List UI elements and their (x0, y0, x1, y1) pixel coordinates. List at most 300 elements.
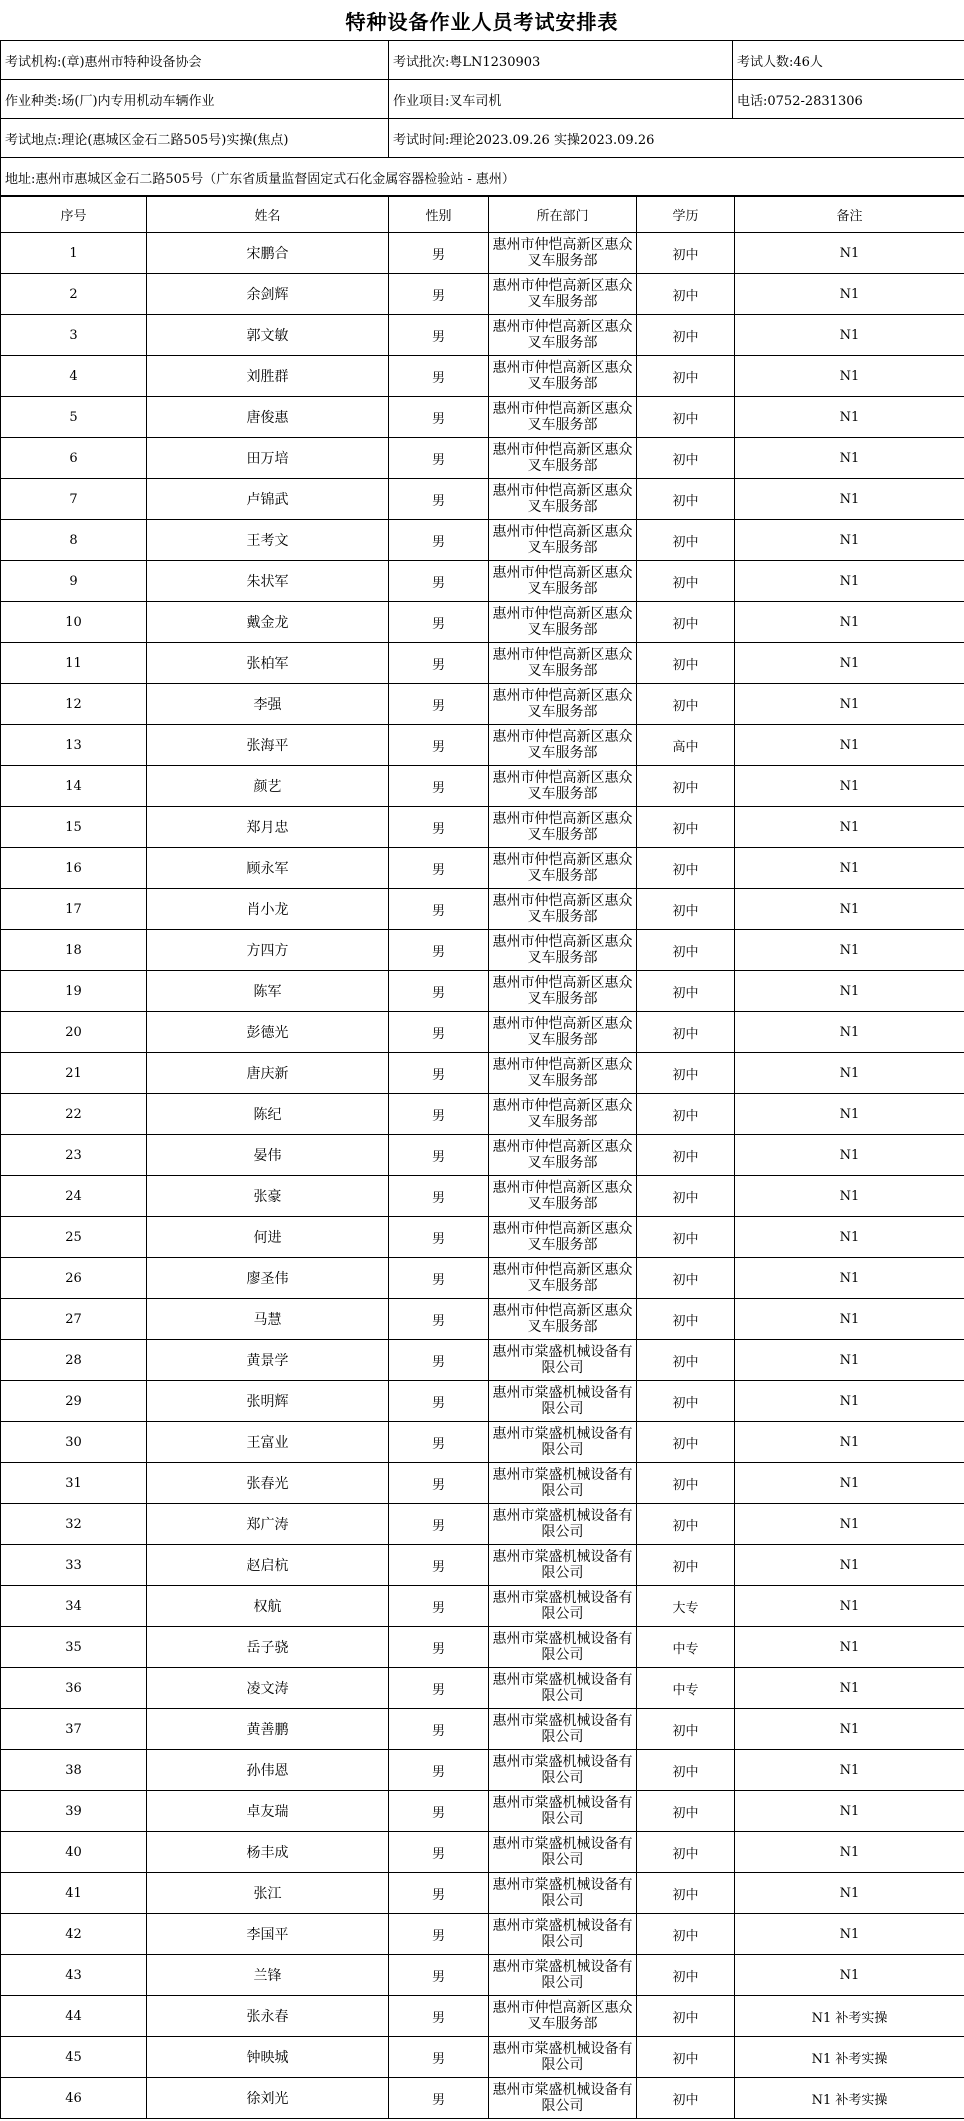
cell-education: 初中 (637, 1463, 735, 1504)
cell-gender: 男 (389, 971, 489, 1012)
table-row (1, 1217, 964, 1258)
cell-gender: 男 (389, 766, 489, 807)
cell-education: 初中 (637, 1955, 735, 1996)
cell-gender: 男 (389, 1217, 489, 1258)
cell-education: 初中 (637, 1340, 735, 1381)
cell-remark: N1 (735, 1668, 964, 1709)
cell-department: 惠州市仲恺高新区惠众叉车服务部 (489, 930, 637, 971)
table-row (1, 602, 964, 643)
cell-department: 惠州市仲恺高新区惠众叉车服务部 (489, 807, 637, 848)
cell-department: 惠州市仲恺高新区惠众叉车服务部 (489, 1094, 637, 1135)
cell-department: 惠州市仲恺高新区惠众叉车服务部 (489, 1053, 637, 1094)
cell-department: 惠州市仲恺高新区惠众叉车服务部 (489, 561, 637, 602)
table-row (1, 1135, 964, 1176)
cell-department: 惠州市仲恺高新区惠众叉车服务部 (489, 274, 637, 315)
table-row (1, 1381, 964, 1422)
table-row (1, 1422, 964, 1463)
cell-seq: 39 (1, 1791, 147, 1832)
cell-remark: N1 (735, 1176, 964, 1217)
cell-education: 初中 (637, 1914, 735, 1955)
cell-name: 王富业 (147, 1422, 389, 1463)
table-row (1, 1791, 964, 1832)
cell-education: 中专 (637, 1627, 735, 1668)
table-row (1, 1258, 964, 1299)
cell-education: 初中 (637, 1709, 735, 1750)
cell-department: 惠州市仲恺高新区惠众叉车服务部 (489, 438, 637, 479)
cell-remark: N1 (735, 1094, 964, 1135)
cell-department: 惠州市棠盛机械设备有限公司 (489, 1955, 637, 1996)
table-row (1, 1340, 964, 1381)
cell-seq: 12 (1, 684, 147, 725)
cell-seq: 29 (1, 1381, 147, 1422)
cell-remark: N1 (735, 848, 964, 889)
cell-seq: 38 (1, 1750, 147, 1791)
cell-name: 张明辉 (147, 1381, 389, 1422)
cell-gender: 男 (389, 848, 489, 889)
cell-seq: 26 (1, 1258, 147, 1299)
cell-department: 惠州市棠盛机械设备有限公司 (489, 1832, 637, 1873)
exam-batch: 考试批次:粤LN1230903 (389, 41, 733, 80)
cell-remark: N1 (735, 1791, 964, 1832)
cell-seq: 44 (1, 1996, 147, 2037)
cell-seq: 11 (1, 643, 147, 684)
cell-seq: 31 (1, 1463, 147, 1504)
exam-time: 考试时间:理论2023.09.26 实操2023.09.26 (389, 119, 964, 158)
table-row (1, 807, 964, 848)
cell-gender: 男 (389, 1012, 489, 1053)
cell-gender: 男 (389, 2037, 489, 2078)
cell-department: 惠州市仲恺高新区惠众叉车服务部 (489, 766, 637, 807)
cell-name: 廖圣伟 (147, 1258, 389, 1299)
cell-seq: 19 (1, 971, 147, 1012)
cell-department: 惠州市仲恺高新区惠众叉车服务部 (489, 1012, 637, 1053)
header-department: 所在部门 (489, 196, 637, 233)
cell-education: 中专 (637, 1668, 735, 1709)
cell-remark: N1 (735, 684, 964, 725)
table-row (1, 1299, 964, 1340)
header-seq: 序号 (1, 196, 147, 233)
header-education: 学历 (637, 196, 735, 233)
cell-education: 初中 (637, 315, 735, 356)
cell-gender: 男 (389, 1709, 489, 1750)
cell-department: 惠州市仲恺高新区惠众叉车服务部 (489, 520, 637, 561)
cell-name: 唐庆新 (147, 1053, 389, 1094)
cell-gender: 男 (389, 1422, 489, 1463)
cell-name: 田万培 (147, 438, 389, 479)
exam-location: 考试地点:理论(惠城区金石二路505号)实操(焦点) (1, 119, 389, 158)
table-row (1, 1627, 964, 1668)
cell-remark: N1 (735, 1422, 964, 1463)
table-row (1, 1914, 964, 1955)
table-row (1, 1053, 964, 1094)
cell-education: 初中 (637, 561, 735, 602)
cell-department: 惠州市棠盛机械设备有限公司 (489, 1750, 637, 1791)
cell-name: 宋鹏合 (147, 233, 389, 274)
cell-name: 朱状军 (147, 561, 389, 602)
cell-gender: 男 (389, 274, 489, 315)
cell-remark: N1 (735, 479, 964, 520)
cell-name: 肖小龙 (147, 889, 389, 930)
cell-seq: 32 (1, 1504, 147, 1545)
cell-name: 孙伟恩 (147, 1750, 389, 1791)
table-row (1, 1176, 964, 1217)
cell-gender: 男 (389, 1996, 489, 2037)
cell-education: 初中 (637, 807, 735, 848)
cell-remark: N1 (735, 438, 964, 479)
cell-name: 张豪 (147, 1176, 389, 1217)
info-row (1, 158, 964, 197)
cell-education: 初中 (637, 1217, 735, 1258)
cell-gender: 男 (389, 233, 489, 274)
cell-department: 惠州市仲恺高新区惠众叉车服务部 (489, 602, 637, 643)
cell-department: 惠州市棠盛机械设备有限公司 (489, 1791, 637, 1832)
cell-seq: 34 (1, 1586, 147, 1627)
cell-education: 初中 (637, 233, 735, 274)
table-row (1, 1463, 964, 1504)
cell-education: 初中 (637, 1504, 735, 1545)
cell-remark: N1 (735, 1873, 964, 1914)
cell-name: 李强 (147, 684, 389, 725)
info-row (1, 119, 964, 158)
cell-education: 初中 (637, 602, 735, 643)
cell-education: 初中 (637, 520, 735, 561)
cell-name: 戴金龙 (147, 602, 389, 643)
cell-gender: 男 (389, 1791, 489, 1832)
cell-remark: N1 (735, 1504, 964, 1545)
table-row (1, 643, 964, 684)
cell-department: 惠州市棠盛机械设备有限公司 (489, 1422, 637, 1463)
table-row (1, 274, 964, 315)
cell-gender: 男 (389, 602, 489, 643)
cell-education: 初中 (637, 684, 735, 725)
cell-remark: N1 (735, 315, 964, 356)
cell-remark: N1 补考实操 (735, 2078, 964, 2119)
table-row (1, 766, 964, 807)
cell-name: 刘胜群 (147, 356, 389, 397)
cell-remark: N1 补考实操 (735, 2037, 964, 2078)
cell-name: 张海平 (147, 725, 389, 766)
cell-gender: 男 (389, 315, 489, 356)
cell-education: 初中 (637, 848, 735, 889)
cell-education: 初中 (637, 2037, 735, 2078)
table-row (1, 1668, 964, 1709)
cell-remark: N1 (735, 1053, 964, 1094)
cell-remark: N1 (735, 274, 964, 315)
header-gender: 性别 (389, 196, 489, 233)
cell-education: 初中 (637, 397, 735, 438)
cell-seq: 40 (1, 1832, 147, 1873)
cell-seq: 42 (1, 1914, 147, 1955)
candidate-table-body (1, 233, 964, 2119)
cell-remark: N1 (735, 643, 964, 684)
header-remark: 备注 (735, 196, 964, 233)
exam-org: 考试机构:(章)惠州市特种设备协会 (1, 41, 389, 80)
cell-remark: N1 (735, 1381, 964, 1422)
cell-education: 初中 (637, 1012, 735, 1053)
cell-seq: 10 (1, 602, 147, 643)
cell-seq: 20 (1, 1012, 147, 1053)
table-row (1, 1750, 964, 1791)
cell-gender: 男 (389, 1545, 489, 1586)
cell-seq: 16 (1, 848, 147, 889)
cell-education: 初中 (637, 479, 735, 520)
table-row (1, 2037, 964, 2078)
candidate-table (0, 195, 964, 2119)
cell-name: 黄善鹏 (147, 1709, 389, 1750)
cell-seq: 43 (1, 1955, 147, 1996)
cell-seq: 6 (1, 438, 147, 479)
cell-seq: 5 (1, 397, 147, 438)
cell-name: 王考文 (147, 520, 389, 561)
cell-department: 惠州市仲恺高新区惠众叉车服务部 (489, 315, 637, 356)
cell-education: 初中 (637, 643, 735, 684)
cell-department: 惠州市仲恺高新区惠众叉车服务部 (489, 233, 637, 274)
cell-gender: 男 (389, 1586, 489, 1627)
cell-education: 初中 (637, 1053, 735, 1094)
cell-seq: 24 (1, 1176, 147, 1217)
cell-gender: 男 (389, 807, 489, 848)
cell-gender: 男 (389, 438, 489, 479)
cell-name: 李国平 (147, 1914, 389, 1955)
cell-gender: 男 (389, 1258, 489, 1299)
cell-gender: 男 (389, 1873, 489, 1914)
cell-gender: 男 (389, 1750, 489, 1791)
cell-remark: N1 (735, 561, 964, 602)
cell-remark: N1 (735, 725, 964, 766)
cell-department: 惠州市棠盛机械设备有限公司 (489, 1545, 637, 1586)
cell-remark: N1 (735, 971, 964, 1012)
work-item: 作业项目:叉车司机 (389, 80, 733, 119)
cell-education: 初中 (637, 1791, 735, 1832)
cell-department: 惠州市仲恺高新区惠众叉车服务部 (489, 1299, 637, 1340)
table-row (1, 1545, 964, 1586)
cell-seq: 2 (1, 274, 147, 315)
cell-gender: 男 (389, 1135, 489, 1176)
cell-seq: 22 (1, 1094, 147, 1135)
table-row (1, 684, 964, 725)
cell-name: 凌文涛 (147, 1668, 389, 1709)
table-row (1, 315, 964, 356)
info-row (1, 41, 964, 80)
cell-gender: 男 (389, 1299, 489, 1340)
cell-gender: 男 (389, 889, 489, 930)
cell-department: 惠州市仲恺高新区惠众叉车服务部 (489, 1135, 637, 1176)
table-row (1, 1873, 964, 1914)
cell-seq: 15 (1, 807, 147, 848)
table-row (1, 520, 964, 561)
cell-remark: N1 (735, 1545, 964, 1586)
cell-name: 晏伟 (147, 1135, 389, 1176)
table-row (1, 233, 964, 274)
cell-education: 初中 (637, 1996, 735, 2037)
cell-seq: 9 (1, 561, 147, 602)
cell-seq: 17 (1, 889, 147, 930)
cell-remark: N1 (735, 1709, 964, 1750)
cell-gender: 男 (389, 1463, 489, 1504)
contact-phone: 电话:0752-2831306 (733, 80, 964, 119)
table-row (1, 1586, 964, 1627)
cell-seq: 45 (1, 2037, 147, 2078)
cell-gender: 男 (389, 520, 489, 561)
cell-department: 惠州市棠盛机械设备有限公司 (489, 1627, 637, 1668)
cell-name: 陈军 (147, 971, 389, 1012)
cell-name: 张江 (147, 1873, 389, 1914)
cell-department: 惠州市仲恺高新区惠众叉车服务部 (489, 397, 637, 438)
table-row (1, 2078, 964, 2119)
cell-gender: 男 (389, 1504, 489, 1545)
cell-department: 惠州市仲恺高新区惠众叉车服务部 (489, 1217, 637, 1258)
cell-education: 初中 (637, 2078, 735, 2119)
cell-seq: 30 (1, 1422, 147, 1463)
cell-education: 初中 (637, 889, 735, 930)
table-row (1, 1955, 964, 1996)
cell-name: 何进 (147, 1217, 389, 1258)
table-row (1, 848, 964, 889)
cell-name: 岳子骁 (147, 1627, 389, 1668)
table-row (1, 1832, 964, 1873)
table-row (1, 930, 964, 971)
cell-gender: 男 (389, 930, 489, 971)
exam-count: 考试人数:46人 (733, 41, 964, 80)
cell-name: 张永春 (147, 1996, 389, 2037)
cell-name: 徐刘光 (147, 2078, 389, 2119)
cell-department: 惠州市仲恺高新区惠众叉车服务部 (489, 643, 637, 684)
table-row (1, 889, 964, 930)
cell-name: 顾永军 (147, 848, 389, 889)
cell-remark: N1 (735, 233, 964, 274)
cell-gender: 男 (389, 479, 489, 520)
cell-education: 初中 (637, 1832, 735, 1873)
cell-name: 卢锦武 (147, 479, 389, 520)
cell-department: 惠州市棠盛机械设备有限公司 (489, 1914, 637, 1955)
cell-education: 初中 (637, 1135, 735, 1176)
cell-education: 初中 (637, 274, 735, 315)
cell-department: 惠州市仲恺高新区惠众叉车服务部 (489, 479, 637, 520)
cell-remark: N1 (735, 520, 964, 561)
cell-education: 大专 (637, 1586, 735, 1627)
cell-seq: 33 (1, 1545, 147, 1586)
table-row (1, 438, 964, 479)
cell-seq: 4 (1, 356, 147, 397)
cell-department: 惠州市仲恺高新区惠众叉车服务部 (489, 889, 637, 930)
exam-address: 地址:惠州市惠城区金石二路505号（广东省质量监督固定式石化金属容器检验站 - 惠州） (1, 158, 964, 197)
cell-remark: N1 (735, 1299, 964, 1340)
cell-remark: N1 (735, 1955, 964, 1996)
cell-seq: 28 (1, 1340, 147, 1381)
cell-gender: 男 (389, 1914, 489, 1955)
cell-gender: 男 (389, 1832, 489, 1873)
cell-department: 惠州市棠盛机械设备有限公司 (489, 1586, 637, 1627)
cell-remark: N1 (735, 356, 964, 397)
cell-remark: N1 (735, 1135, 964, 1176)
cell-gender: 男 (389, 1340, 489, 1381)
table-row (1, 561, 964, 602)
cell-remark: N1 (735, 1340, 964, 1381)
cell-education: 初中 (637, 766, 735, 807)
cell-remark: N1 补考实操 (735, 1996, 964, 2037)
cell-department: 惠州市仲恺高新区惠众叉车服务部 (489, 684, 637, 725)
cell-department: 惠州市仲恺高新区惠众叉车服务部 (489, 1176, 637, 1217)
cell-remark: N1 (735, 602, 964, 643)
cell-gender: 男 (389, 561, 489, 602)
cell-gender: 男 (389, 643, 489, 684)
cell-gender: 男 (389, 684, 489, 725)
table-header-row (1, 196, 964, 233)
cell-department: 惠州市棠盛机械设备有限公司 (489, 2037, 637, 2078)
cell-gender: 男 (389, 2078, 489, 2119)
cell-gender: 男 (389, 725, 489, 766)
cell-seq: 23 (1, 1135, 147, 1176)
cell-department: 惠州市仲恺高新区惠众叉车服务部 (489, 725, 637, 766)
cell-education: 高中 (637, 725, 735, 766)
cell-name: 方四方 (147, 930, 389, 971)
cell-seq: 36 (1, 1668, 147, 1709)
cell-seq: 35 (1, 1627, 147, 1668)
cell-education: 初中 (637, 1422, 735, 1463)
table-row (1, 356, 964, 397)
cell-seq: 1 (1, 233, 147, 274)
cell-seq: 27 (1, 1299, 147, 1340)
cell-name: 唐俊惠 (147, 397, 389, 438)
cell-department: 惠州市仲恺高新区惠众叉车服务部 (489, 971, 637, 1012)
info-row (1, 80, 964, 119)
cell-seq: 37 (1, 1709, 147, 1750)
cell-name: 钟映城 (147, 2037, 389, 2078)
cell-seq: 25 (1, 1217, 147, 1258)
cell-department: 惠州市仲恺高新区惠众叉车服务部 (489, 356, 637, 397)
table-row (1, 1094, 964, 1135)
cell-name: 卓友瑞 (147, 1791, 389, 1832)
cell-department: 惠州市棠盛机械设备有限公司 (489, 1381, 637, 1422)
cell-remark: N1 (735, 889, 964, 930)
cell-remark: N1 (735, 1750, 964, 1791)
cell-seq: 7 (1, 479, 147, 520)
page-title: 特种设备作业人员考试安排表 (345, 10, 619, 34)
cell-seq: 46 (1, 2078, 147, 2119)
cell-gender: 男 (389, 1053, 489, 1094)
cell-department: 惠州市棠盛机械设备有限公司 (489, 2078, 637, 2119)
table-row (1, 971, 964, 1012)
cell-remark: N1 (735, 930, 964, 971)
cell-gender: 男 (389, 397, 489, 438)
cell-remark: N1 (735, 807, 964, 848)
cell-education: 初中 (637, 1299, 735, 1340)
table-row (1, 1709, 964, 1750)
cell-education: 初中 (637, 438, 735, 479)
cell-department: 惠州市棠盛机械设备有限公司 (489, 1873, 637, 1914)
table-row (1, 725, 964, 766)
cell-remark: N1 (735, 1586, 964, 1627)
exam-info-table (0, 40, 964, 197)
cell-name: 黄景学 (147, 1340, 389, 1381)
cell-gender: 男 (389, 1668, 489, 1709)
cell-remark: N1 (735, 1627, 964, 1668)
cell-seq: 18 (1, 930, 147, 971)
cell-seq: 41 (1, 1873, 147, 1914)
cell-remark: N1 (735, 1217, 964, 1258)
cell-seq: 13 (1, 725, 147, 766)
cell-remark: N1 (735, 1463, 964, 1504)
cell-education: 初中 (637, 1094, 735, 1135)
table-row (1, 1996, 964, 2037)
table-row (1, 397, 964, 438)
cell-name: 权航 (147, 1586, 389, 1627)
cell-seq: 14 (1, 766, 147, 807)
cell-education: 初中 (637, 1873, 735, 1914)
cell-department: 惠州市仲恺高新区惠众叉车服务部 (489, 1996, 637, 2037)
cell-education: 初中 (637, 356, 735, 397)
cell-department: 惠州市仲恺高新区惠众叉车服务部 (489, 848, 637, 889)
